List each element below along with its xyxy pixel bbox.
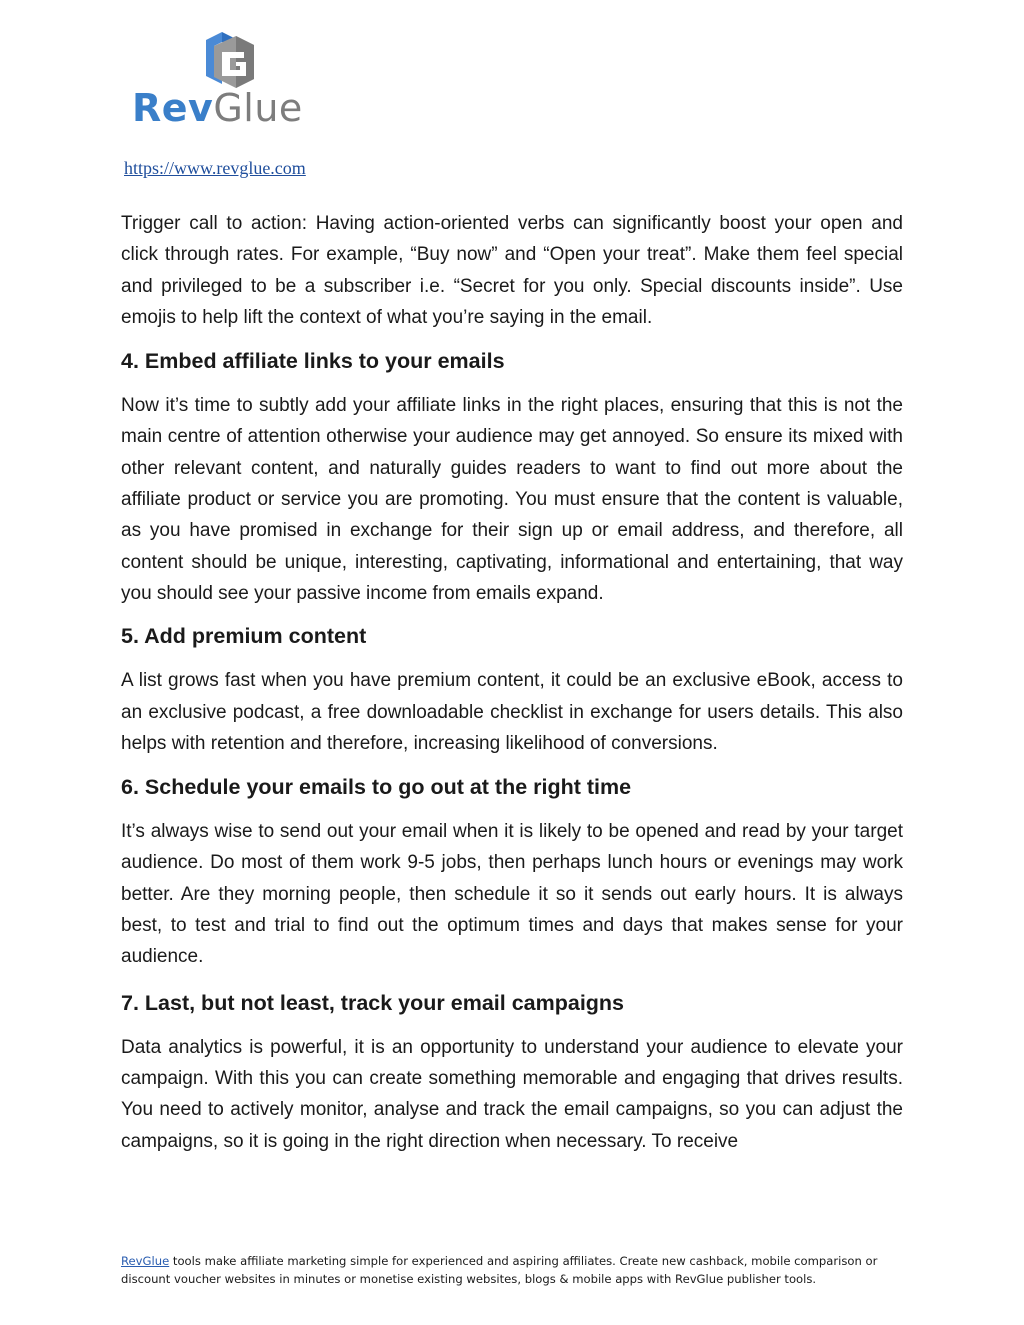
website-link[interactable]: https://www.revglue.com bbox=[124, 158, 306, 178]
section-text-track-campaigns: Data analytics is powerful, it is an opportunity to understand your audience to elevate your campaign. With this you can create something memorable and engaging that drives results. You need to actively monitor, analyse and track the email campaigns, so you can adjust the campaigns, so it is going in the right direction when necessary. To receive bbox=[121, 1036, 903, 1152]
revglue-logo bbox=[132, 30, 324, 130]
section-text-schedule-emails: It’s always wise to send out your email when it is likely to be opened and read by your target audience. Do most of them work 9-5 jobs, then perhaps lunch hours or evenings may work better. Are they morning people, then schedule it so it sends out early hours. It is always best, to test and trial to find out the optimum times and days that makes sense for your audience. bbox=[121, 821, 903, 968]
section-text-premium-content: A list grows fast when you have premium content, it could be an exclusive eBook, access to an exclusive podcast, a free downloadable checklist in exchange for users details. This also helps with retention and therefore, increasing likelihood of conversions. bbox=[121, 670, 903, 754]
intro-paragraph: Trigger call to action: Having action-oriented verbs can significantly boost your open and click through rates. For example, “Buy now” and “Open your treat”. Make them feel special and privileged to be a subscriber i.e. “Secret for you only. Special discounts inside”. Use emojis to help lift the context of what you’re saying in the email. bbox=[121, 213, 903, 328]
footer-text: tools make affiliate marketing simple for experienced and aspiring affiliates. Create new cashback, mobile comparison or discount voucher websites in minutes or monetise existing websites, blogs & mobile apps with RevGlue publisher tools. bbox=[121, 1254, 878, 1286]
section-heading-premium-content: 5. Add premium content bbox=[121, 624, 367, 649]
revglue-wordmark bbox=[132, 86, 303, 130]
section-text-embed-links: Now it’s time to subtly add your affiliate links in the right places, ensuring that this is not the main centre of attention otherwise your audience may get annoyed. So ensure its mixed with other relevant content, and naturally guides readers to want to find out more about the affiliate product or service you are promoting. You must ensure that the content is valuable, as you have promised in exchange for their sign up or email address, and therefore, all content should be unique, interesting, captivating, informational and entertaining, that way you should see your passive income from emails expand. bbox=[121, 395, 903, 604]
section-heading-embed-links: 4. Embed affiliate links to your emails bbox=[121, 349, 505, 374]
wordmark-glue: Glue bbox=[213, 86, 303, 130]
wordmark-rev: Rev bbox=[132, 86, 214, 130]
document-body bbox=[121, 208, 903, 1157]
page-footer bbox=[121, 1252, 911, 1288]
revglue-logo-icon bbox=[192, 30, 262, 92]
section-heading-schedule-emails: 6. Schedule your emails to go out at the right time bbox=[121, 775, 632, 800]
footer-revglue-link[interactable]: RevGlue bbox=[121, 1254, 170, 1268]
section-heading-track-campaigns: 7. Last, but not least, track your email campaigns bbox=[121, 990, 625, 1015]
